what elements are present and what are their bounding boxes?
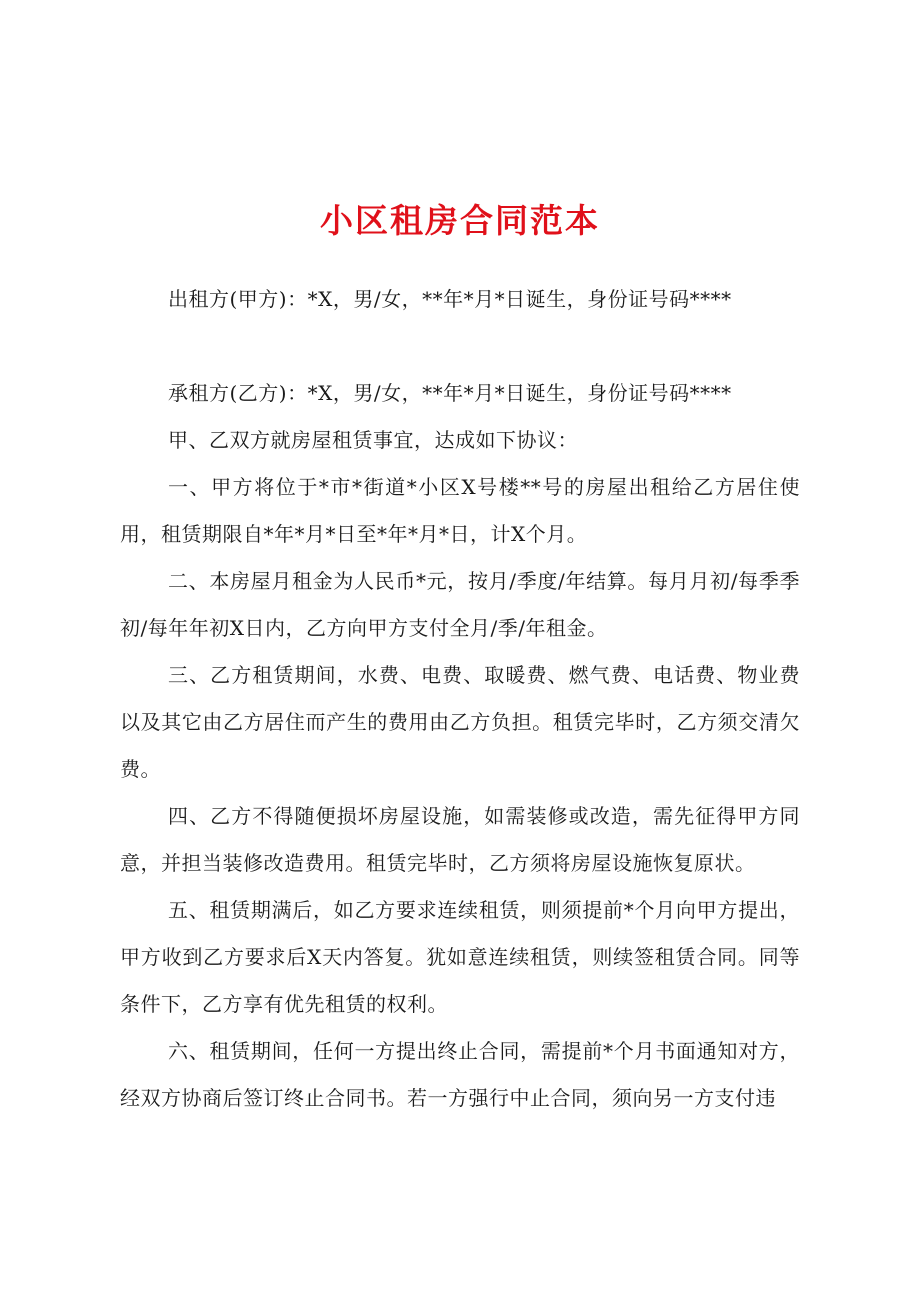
paragraph-intro: 甲、乙双方就房屋租赁事宜，达成如下协议： <box>168 428 578 452</box>
party-a-section <box>120 276 800 323</box>
paragraph-clause-3: 三、乙方租赁期间，水费、电费、取暖费、燃气费、电话费、物业费以及其它由乙方居住而产生的费用由乙方负担。租赁完毕时，乙方须交清欠费。 <box>120 663 800 781</box>
paragraph-clause-5: 五、租赁期满后，如乙方要求连续租赁，则须提前*个月向甲方提出，甲方收到乙方要求后X天内答复。犹如意连续租赁，则续签租赁合同。同等条件下，乙方享有优先租赁的权利。 <box>120 898 800 1016</box>
contract-body <box>120 417 800 1122</box>
party-b-section <box>120 370 800 417</box>
paragraph-clause-2: 二、本房屋月租金为人民币*元，按月/季度/年结算。每月月初/每季季初/每年年初X日内，乙方向甲方支付全月/季/年租金。 <box>120 569 800 640</box>
party-a-line: 出租方(甲方)：*X，男/女，**年*月*日诞生，身份证号码**** <box>168 287 732 311</box>
paragraph-clause-1: 一、甲方将位于*市*街道*小区X号楼**号的房屋出租给乙方居住使用，租赁期限自*年*月*日至*年*月*日，计X个月。 <box>120 475 800 546</box>
paragraph-clause-4: 四、乙方不得随便损坏房屋设施，如需装修或改造，需先征得甲方同意，并担当装修改造费用。租赁完毕时，乙方须将房屋设施恢复原状。 <box>120 804 800 875</box>
party-b-line: 承租方(乙方)：*X，男/女，**年*月*日诞生，身份证号码**** <box>168 381 732 405</box>
document-title: 小区租房合同范本 <box>320 201 600 240</box>
paragraph-clause-6: 六、租赁期间，任何一方提出终止合同，需提前*个月书面通知对方，经双方协商后签订终止合同书。若一方强行中止合同，须向另一方支付违 <box>120 1039 800 1110</box>
